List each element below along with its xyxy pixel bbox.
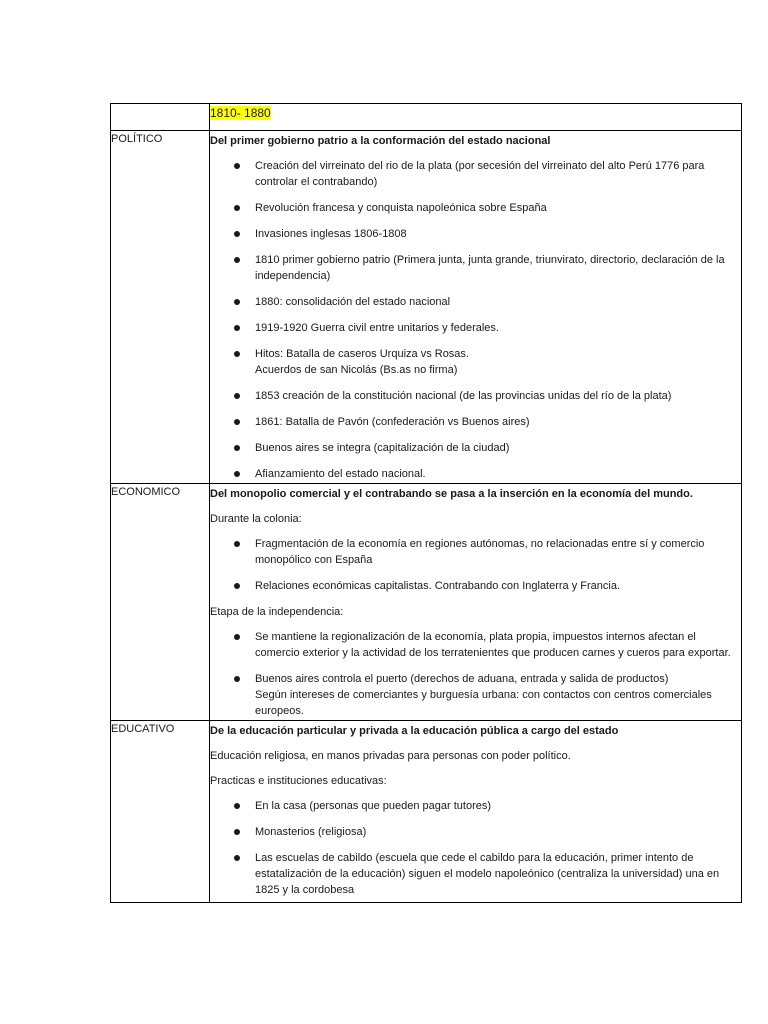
bullet-icon bbox=[234, 299, 240, 305]
economico-title: Del monopolio comercial y el contrabando se pasa a la inserción en la economía del mundo. bbox=[210, 488, 693, 500]
economico-list-independencia bbox=[210, 629, 741, 719]
list-item: En la casa (personas que pueden pagar tutores) bbox=[210, 798, 741, 814]
list-item: 1861: Batalla de Pavón (confederación vs Buenos aires) bbox=[210, 414, 741, 430]
bullet-icon bbox=[234, 205, 240, 211]
bullet-icon bbox=[234, 541, 240, 547]
bullet-icon bbox=[234, 676, 240, 682]
bullet-icon bbox=[234, 829, 240, 835]
bullet-icon bbox=[234, 257, 240, 263]
list-item: Las escuelas de cabildo (escuela que cede el cabildo para la educación, primer intento de estatalización de la educación) siguen el modelo napoleónico (centraliza la universidad) una en 1825 y la cordobesa bbox=[210, 850, 741, 898]
row-content-politico bbox=[210, 131, 742, 484]
list-item: Buenos aires se integra (capitalización de la ciudad) bbox=[210, 440, 741, 456]
economico-list-colonia bbox=[210, 536, 741, 594]
list-item: Buenos aires controla el puerto (derechos de aduana, entrada y salida de productos) Según intereses de comerciantes y burguesía urbana: con contactos con centros comerciales europeos. bbox=[210, 671, 741, 719]
list-item: 1853 creación de la constitución nacional (de las provincias unidas del río de la plata) bbox=[210, 388, 741, 404]
bullet-icon bbox=[234, 393, 240, 399]
table-row-economico bbox=[111, 484, 742, 721]
list-item: 1880: consolidación del estado nacional bbox=[210, 294, 741, 310]
list-item: Afianzamiento del estado nacional. bbox=[210, 466, 741, 482]
list-item: 1810 primer gobierno patrio (Primera junta, junta grande, triunvirato, directorio, declaración de la independencia) bbox=[210, 252, 741, 284]
educativo-list bbox=[210, 798, 741, 898]
row-content-educativo bbox=[210, 721, 742, 903]
list-item: Creación del virreinato del rio de la plata (por secesión del virreinato del alto Perú 1776 para controlar el contrabando) bbox=[210, 158, 741, 190]
list-item: Revolución francesa y conquista napoleónica sobre España bbox=[210, 200, 741, 216]
bullet-icon bbox=[234, 471, 240, 477]
economico-subheading-independencia: Etapa de la independencia: bbox=[210, 606, 344, 618]
list-item: Se mantiene la regionalización de la economía, plata propia, impuestos internos afectan el comercio exterior y la actividad de los terratenientes que producen carnes y cueros para exportar. bbox=[210, 629, 741, 661]
list-item: 1919-1920 Guerra civil entre unitarios y federales. bbox=[210, 320, 741, 336]
educativo-subheading: Practicas e instituciones educativas: bbox=[210, 775, 387, 787]
header-empty-cell bbox=[111, 104, 210, 131]
period-cell bbox=[210, 104, 742, 131]
bullet-icon bbox=[234, 583, 240, 589]
politico-title: Del primer gobierno patrio a la conformación del estado nacional bbox=[210, 135, 551, 147]
bullet-icon bbox=[234, 351, 240, 357]
list-item: Invasiones inglesas 1806-1808 bbox=[210, 226, 741, 242]
bullet-icon bbox=[234, 803, 240, 809]
bullet-icon bbox=[234, 445, 240, 451]
row-label-politico: POLÍTICO bbox=[111, 131, 210, 484]
bullet-icon bbox=[234, 855, 240, 861]
table-header-row bbox=[111, 104, 742, 131]
bullet-icon bbox=[234, 163, 240, 169]
educativo-paragraph: Educación religiosa, en manos privadas para personas con poder político. bbox=[210, 750, 571, 762]
bullet-icon bbox=[234, 325, 240, 331]
row-content-economico bbox=[210, 484, 742, 721]
bullet-icon bbox=[234, 231, 240, 237]
bullet-icon bbox=[234, 419, 240, 425]
bullet-icon bbox=[234, 634, 240, 640]
economico-subheading-colonia: Durante la colonia: bbox=[210, 513, 302, 525]
row-label-economico: ECONOMICO bbox=[111, 484, 210, 721]
history-table bbox=[110, 103, 742, 903]
politico-list bbox=[210, 158, 741, 482]
list-item: Hitos: Batalla de caseros Urquiza vs Rosas. Acuerdos de san Nicolás (Bs.as no firma) bbox=[210, 346, 741, 378]
row-label-educativo: EDUCATIVO bbox=[111, 721, 210, 903]
table-row-educativo bbox=[111, 721, 742, 903]
list-item: Fragmentación de la economía en regiones autónomas, no relacionadas entre sí y comercio monopólico con España bbox=[210, 536, 741, 568]
list-item: Monasterios (religiosa) bbox=[210, 824, 741, 840]
educativo-title: De la educación particular y privada a la educación pública a cargo del estado bbox=[210, 725, 619, 737]
list-item: Relaciones económicas capitalistas. Contrabando con Inglaterra y Francia. bbox=[210, 578, 741, 594]
period-highlight: 1810- 1880 bbox=[210, 106, 271, 120]
table-row-politico bbox=[111, 131, 742, 484]
